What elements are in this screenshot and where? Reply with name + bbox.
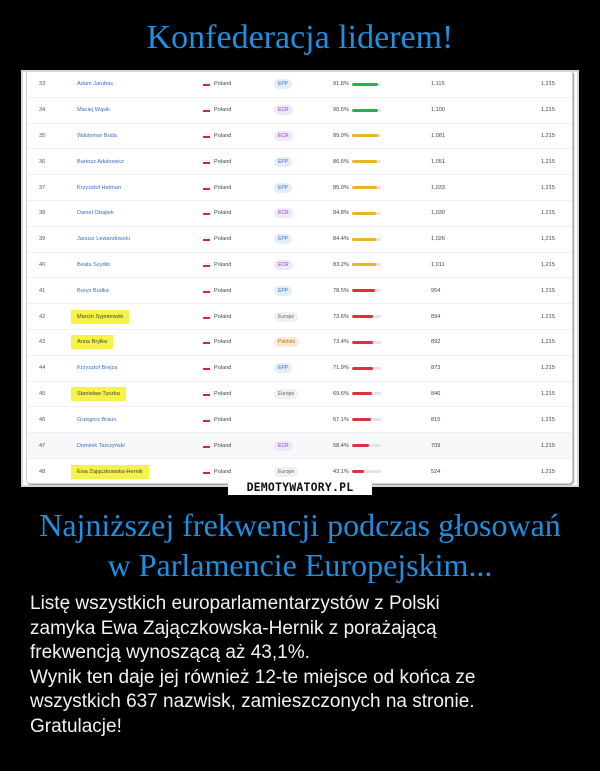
attendance-cell bbox=[333, 175, 381, 200]
group-badge: EPP bbox=[274, 234, 292, 244]
attendance-bar bbox=[352, 289, 381, 292]
attendance-cell bbox=[333, 356, 381, 381]
group-badge: Europe bbox=[274, 389, 298, 399]
description bbox=[30, 592, 590, 739]
mep-name-link[interactable] bbox=[77, 433, 125, 458]
country-label: Poland bbox=[214, 313, 232, 320]
group-badge: ECR bbox=[274, 131, 293, 141]
table-row bbox=[27, 382, 572, 408]
subtitle bbox=[0, 505, 600, 585]
votes-total-cell: 1,215 bbox=[541, 107, 555, 114]
votes-present-cell: 1,033 bbox=[431, 184, 445, 191]
poland-flag-icon bbox=[203, 108, 210, 112]
votes-present-cell: 1,026 bbox=[431, 236, 445, 243]
poland-flag-icon bbox=[203, 263, 210, 267]
group-cell bbox=[274, 304, 298, 329]
attendance-bar-fill bbox=[352, 186, 377, 189]
page-title: Konfederacja liderem! bbox=[146, 19, 454, 56]
description-line: wszystkich 637 nazwisk, zamieszczonych na stronie. bbox=[30, 691, 475, 712]
rank-cell: 38 bbox=[39, 210, 46, 217]
group-badge: EPP bbox=[274, 183, 292, 193]
attendance-pct: 71.9% bbox=[333, 365, 349, 372]
poland-flag-icon bbox=[203, 134, 210, 138]
votes-total-cell: 1,215 bbox=[541, 313, 555, 320]
attendance-bar bbox=[352, 134, 381, 137]
table-row bbox=[27, 124, 572, 150]
votes-present-cell: 709 bbox=[431, 442, 441, 449]
group-cell bbox=[274, 227, 292, 252]
table-row bbox=[27, 227, 572, 253]
rank-cell: 40 bbox=[39, 261, 46, 268]
country-label: Poland bbox=[214, 339, 232, 346]
attendance-pct: 83.2% bbox=[333, 261, 349, 268]
mep-name: Daniel Obajtek bbox=[77, 210, 114, 217]
rank-cell: 36 bbox=[39, 158, 46, 165]
country-cell bbox=[203, 278, 231, 303]
attendance-bar bbox=[352, 444, 381, 447]
votes-total-cell: 1,215 bbox=[541, 184, 555, 191]
description-line: frekwencją wynoszącą aż 43,1%. bbox=[30, 642, 310, 663]
votes-total-cell: 1,215 bbox=[541, 287, 555, 294]
mep-name-link[interactable] bbox=[77, 72, 113, 97]
description-line: Listę wszystkich europarlamentarzystów z Polski bbox=[30, 593, 440, 614]
group-badge: ECR bbox=[274, 105, 293, 115]
table-row bbox=[27, 201, 572, 227]
attendance-cell bbox=[333, 98, 381, 123]
table-row bbox=[27, 253, 572, 279]
mep-name: Anna Bryłka bbox=[71, 335, 113, 349]
poland-flag-icon bbox=[203, 315, 210, 319]
group-badge: EPP bbox=[274, 286, 292, 296]
mep-name-link[interactable] bbox=[77, 407, 116, 432]
group-badge: Patriots bbox=[274, 337, 299, 347]
votes-total-cell: 1,215 bbox=[541, 442, 555, 449]
mep-name-link[interactable] bbox=[77, 175, 121, 200]
rank-cell: 39 bbox=[39, 236, 46, 243]
country-label: Poland bbox=[214, 236, 232, 243]
rank-cell: 47 bbox=[39, 442, 46, 449]
attendance-bar bbox=[352, 367, 381, 370]
votes-total-cell: 1,215 bbox=[541, 339, 555, 346]
country-cell bbox=[203, 253, 231, 278]
poland-flag-icon bbox=[203, 392, 210, 396]
table-row bbox=[27, 304, 572, 330]
table-row bbox=[27, 278, 572, 304]
rank-cell: 35 bbox=[39, 132, 46, 139]
poland-flag-icon bbox=[203, 366, 210, 370]
mep-name-link[interactable] bbox=[77, 330, 113, 355]
mep-name-link[interactable] bbox=[77, 459, 149, 485]
group-cell bbox=[274, 201, 293, 226]
attendance-pct: 73.6% bbox=[333, 313, 349, 320]
subtitle-line-2: w Parlamencie Europejskim... bbox=[107, 547, 493, 583]
group-cell bbox=[274, 98, 293, 123]
poland-flag-icon bbox=[203, 418, 210, 422]
votes-present-cell: 1,081 bbox=[431, 132, 445, 139]
attendance-bar bbox=[352, 212, 381, 215]
country-label: Poland bbox=[214, 81, 232, 88]
poland-flag-icon bbox=[203, 470, 210, 474]
poland-flag-icon bbox=[203, 340, 210, 344]
attendance-bar-fill bbox=[352, 134, 378, 137]
attendance-cell bbox=[333, 149, 381, 174]
poland-flag-icon bbox=[203, 211, 210, 215]
attendance-cell bbox=[333, 433, 381, 458]
group-cell bbox=[274, 356, 292, 381]
votes-present-cell: 1,011 bbox=[431, 261, 445, 268]
group-cell bbox=[274, 278, 292, 303]
table-row bbox=[27, 149, 572, 175]
attendance-bar-fill bbox=[352, 367, 373, 370]
mep-name-link[interactable] bbox=[77, 278, 109, 303]
attendance-cell bbox=[333, 253, 381, 278]
country-cell bbox=[203, 72, 231, 97]
rank-cell: 43 bbox=[39, 339, 46, 346]
rank-cell: 45 bbox=[39, 390, 46, 397]
votes-present-cell: 846 bbox=[431, 390, 441, 397]
group-cell bbox=[274, 330, 299, 355]
mep-name: Maciej Wąsik bbox=[77, 107, 110, 114]
mep-name-link[interactable] bbox=[77, 201, 114, 226]
attendance-pct: 73.4% bbox=[333, 339, 349, 346]
subtitle-line-1: Najniższej frekwencji podczas głosowań bbox=[39, 507, 561, 543]
rank-cell: 46 bbox=[39, 416, 46, 423]
group-cell bbox=[274, 433, 293, 458]
mep-name: Ewa Zajączkowska-Hernik bbox=[71, 465, 149, 479]
attendance-bar-fill bbox=[352, 418, 371, 421]
attendance-cell bbox=[333, 72, 381, 97]
country-cell bbox=[203, 382, 231, 407]
mep-name: Krzysztof Hetman bbox=[77, 184, 122, 191]
attendance-bar bbox=[352, 186, 381, 189]
mep-name: Adam Jarubas bbox=[77, 81, 114, 88]
attendance-bar bbox=[352, 263, 381, 266]
country-cell bbox=[203, 459, 231, 485]
poland-flag-icon bbox=[203, 82, 210, 86]
table-row bbox=[27, 175, 572, 201]
group-badge: EPP bbox=[274, 363, 292, 373]
attendance-cell bbox=[333, 407, 381, 432]
country-cell bbox=[203, 330, 231, 355]
country-cell bbox=[203, 356, 231, 381]
votes-present-cell: 892 bbox=[431, 339, 441, 346]
mep-name: Borys Budka bbox=[77, 287, 109, 294]
votes-total-cell: 1,215 bbox=[541, 81, 555, 88]
attendance-pct: 78.5% bbox=[333, 287, 349, 294]
country-label: Poland bbox=[214, 416, 232, 423]
table-row bbox=[27, 72, 572, 98]
group-cell bbox=[274, 175, 292, 200]
country-label: Poland bbox=[214, 287, 232, 294]
attendance-pct: 85.0% bbox=[333, 184, 349, 191]
group-cell bbox=[274, 149, 292, 174]
attendance-pct: 58.4% bbox=[333, 442, 349, 449]
group-badge: Europe bbox=[274, 467, 298, 477]
attendance-bar-fill bbox=[352, 392, 372, 395]
attendance-bar-fill bbox=[352, 444, 369, 447]
mep-name: Bartosz Arłukowicz bbox=[77, 158, 124, 165]
votes-total-cell: 1,215 bbox=[541, 390, 555, 397]
rank-cell: 33 bbox=[39, 81, 46, 88]
country-label: Poland bbox=[214, 158, 232, 165]
country-label: Poland bbox=[214, 390, 232, 397]
mep-name: Stanisław Tyszka bbox=[71, 387, 126, 401]
mep-name: Marcin Sypniewski bbox=[71, 310, 129, 324]
votes-total-cell: 1,215 bbox=[541, 468, 555, 475]
attendance-bar-fill bbox=[352, 315, 373, 318]
attendance-bar-fill bbox=[352, 341, 373, 344]
votes-total-cell: 1,215 bbox=[541, 416, 555, 423]
country-cell bbox=[203, 407, 231, 432]
mep-name: Beata Szydło bbox=[77, 261, 110, 268]
table-row bbox=[27, 356, 572, 382]
table-row bbox=[27, 330, 572, 356]
country-label: Poland bbox=[214, 365, 232, 372]
votes-present-cell: 894 bbox=[431, 313, 441, 320]
votes-present-cell: 873 bbox=[431, 365, 441, 372]
mep-name: Dominik Tarczyński bbox=[77, 442, 125, 449]
votes-total-cell: 1,215 bbox=[541, 365, 555, 372]
rank-cell: 34 bbox=[39, 107, 46, 114]
group-badge: EPP bbox=[274, 79, 292, 89]
mep-name: Janusz Lewandowski bbox=[77, 236, 130, 243]
attendance-pct: 43.1% bbox=[333, 468, 349, 475]
country-cell bbox=[203, 98, 231, 123]
rank-cell: 48 bbox=[39, 468, 46, 475]
mep-name-link[interactable] bbox=[77, 98, 110, 123]
screenshot-frame bbox=[21, 70, 579, 487]
attendance-bar bbox=[352, 160, 381, 163]
table-row bbox=[27, 433, 572, 459]
group-cell bbox=[274, 382, 298, 407]
mep-name: Grzegorz Braun bbox=[77, 416, 117, 423]
votes-total-cell: 1,215 bbox=[541, 236, 555, 243]
votes-present-cell: 1,100 bbox=[431, 107, 445, 114]
group-cell bbox=[274, 124, 293, 149]
attendance-cell bbox=[333, 304, 381, 329]
country-label: Poland bbox=[214, 184, 232, 191]
country-cell bbox=[203, 175, 231, 200]
attendance-bar bbox=[352, 392, 381, 395]
description-line: Wynik ten daje jej również 12-te miejsce od końca ze bbox=[30, 666, 476, 688]
rank-cell: 42 bbox=[39, 313, 46, 320]
description-line: zamyka Ewa Zajączkowska-Hernik z porażającą bbox=[30, 617, 437, 639]
description-line: Gratulacje! bbox=[30, 715, 122, 737]
mep-name-link[interactable] bbox=[77, 149, 124, 174]
poland-flag-icon bbox=[203, 289, 210, 293]
mep-name: Krzysztof Brejza bbox=[77, 365, 118, 372]
mep-name-link[interactable] bbox=[77, 382, 126, 407]
attendance-pct: 91.8% bbox=[333, 81, 349, 88]
rank-cell: 44 bbox=[39, 365, 46, 372]
table-row bbox=[27, 407, 572, 433]
attendance-bar-fill bbox=[352, 470, 364, 473]
country-label: Poland bbox=[214, 468, 232, 475]
country-label: Poland bbox=[214, 107, 232, 114]
mep-name-link[interactable] bbox=[77, 124, 117, 149]
group-badge: ECR bbox=[274, 208, 293, 218]
votes-present-cell: 1,030 bbox=[431, 210, 445, 217]
country-cell bbox=[203, 433, 231, 458]
country-label: Poland bbox=[214, 132, 232, 139]
attendance-bar-fill bbox=[352, 238, 376, 241]
attendance-pct: 89.0% bbox=[333, 132, 349, 139]
group-badge: ECR bbox=[274, 441, 293, 451]
attendance-cell bbox=[333, 382, 381, 407]
rank-cell: 41 bbox=[39, 287, 46, 294]
mep-name-link[interactable] bbox=[77, 227, 130, 252]
group-cell bbox=[274, 253, 293, 278]
attendance-cell bbox=[333, 201, 381, 226]
attendance-cell bbox=[333, 330, 381, 355]
mep-name: Waldemar Buda bbox=[77, 132, 117, 139]
group-cell bbox=[274, 72, 292, 97]
attendance-bar bbox=[352, 341, 381, 344]
country-label: Poland bbox=[214, 442, 232, 449]
attendance-bar bbox=[352, 470, 381, 473]
votes-present-cell: 1,051 bbox=[431, 158, 445, 165]
group-badge: ECR bbox=[274, 260, 293, 270]
poland-flag-icon bbox=[203, 237, 210, 241]
attendance-pct: 84.4% bbox=[333, 236, 349, 243]
attendance-bar-fill bbox=[352, 289, 375, 292]
country-label: Poland bbox=[214, 210, 232, 217]
country-cell bbox=[203, 304, 231, 329]
votes-present-cell: 815 bbox=[431, 416, 441, 423]
attendance-bar-fill bbox=[352, 160, 377, 163]
attendance-bar-fill bbox=[352, 263, 376, 266]
rank-cell: 37 bbox=[39, 184, 46, 191]
attendance-bar-fill bbox=[352, 109, 378, 112]
votes-present-cell: 954 bbox=[431, 287, 441, 294]
attendance-cell bbox=[333, 124, 381, 149]
country-cell bbox=[203, 227, 231, 252]
attendance-pct: 67.1% bbox=[333, 416, 349, 423]
attendance-bar bbox=[352, 109, 381, 112]
poland-flag-icon bbox=[203, 186, 210, 190]
votes-total-cell: 1,215 bbox=[541, 210, 555, 217]
mep-name-link[interactable] bbox=[77, 356, 117, 381]
table-row bbox=[27, 98, 572, 124]
attendance-pct: 69.6% bbox=[333, 390, 349, 397]
votes-present-cell: 524 bbox=[431, 468, 441, 475]
mep-name-link[interactable] bbox=[77, 304, 129, 329]
votes-total-cell: 1,215 bbox=[541, 158, 555, 165]
country-cell bbox=[203, 201, 231, 226]
attendance-bar bbox=[352, 83, 381, 86]
group-badge: Europe bbox=[274, 312, 298, 322]
attendance-cell bbox=[333, 227, 381, 252]
attendance-cell bbox=[333, 278, 381, 303]
attendance-bar bbox=[352, 315, 381, 318]
attendance-table bbox=[26, 72, 573, 484]
country-label: Poland bbox=[214, 261, 232, 268]
attendance-pct: 86.5% bbox=[333, 158, 349, 165]
poland-flag-icon bbox=[203, 160, 210, 164]
votes-total-cell: 1,215 bbox=[541, 261, 555, 268]
mep-name-link[interactable] bbox=[77, 253, 110, 278]
group-badge: EPP bbox=[274, 157, 292, 167]
attendance-pct: 84.8% bbox=[333, 210, 349, 217]
votes-total-cell: 1,215 bbox=[541, 132, 555, 139]
poland-flag-icon bbox=[203, 444, 210, 448]
watermark-logo[interactable]: DEMOTYWATORY.PL bbox=[228, 479, 372, 495]
attendance-bar-fill bbox=[352, 83, 379, 86]
attendance-pct: 90.5% bbox=[333, 107, 349, 114]
attendance-bar bbox=[352, 418, 381, 421]
attendance-bar bbox=[352, 238, 381, 241]
country-cell bbox=[203, 124, 231, 149]
country-cell bbox=[203, 149, 231, 174]
attendance-bar-fill bbox=[352, 212, 377, 215]
votes-present-cell: 1,115 bbox=[431, 81, 445, 88]
